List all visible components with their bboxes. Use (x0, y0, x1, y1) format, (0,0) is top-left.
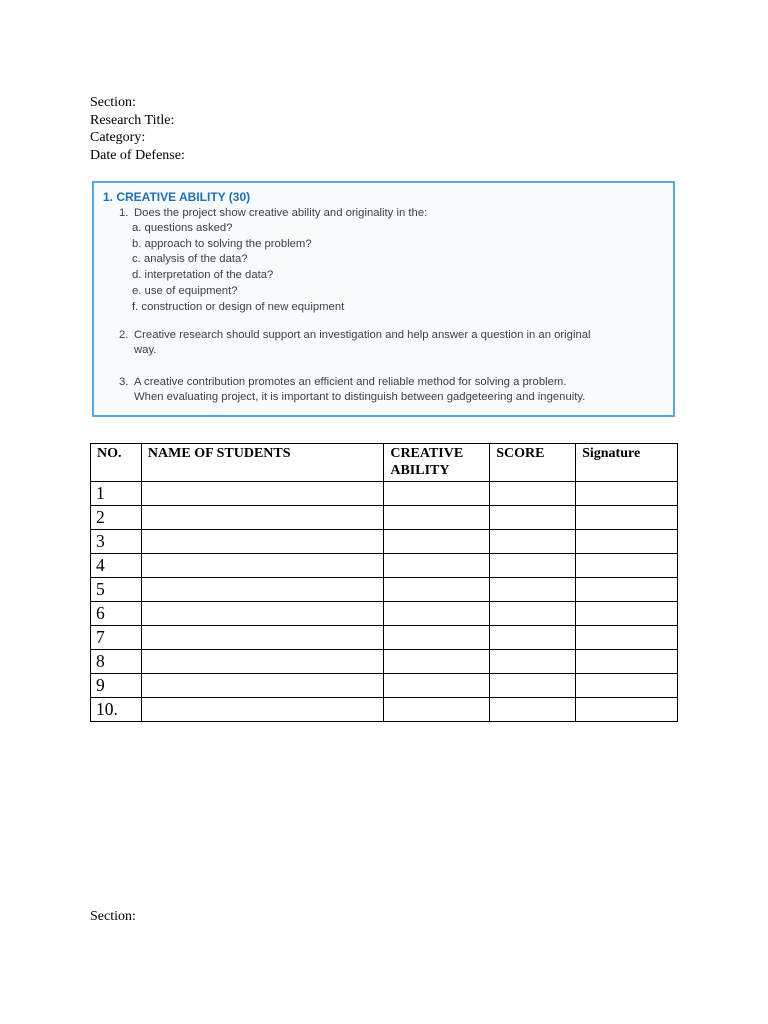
score-cell[interactable] (490, 578, 576, 602)
student-name-cell[interactable] (141, 698, 383, 722)
table-row (91, 698, 678, 722)
table-row (91, 482, 678, 506)
paragraph-2-line-1: Creative research should support an investigation and help answer a question in an original (134, 329, 591, 341)
score-cell[interactable] (490, 482, 576, 506)
table-row (91, 650, 678, 674)
criteria-sub-item: f. construction or design of new equipment (132, 300, 345, 313)
creative-ability-cell[interactable] (384, 698, 490, 722)
header-name-of-students: NAME OF STUDENTS (141, 444, 383, 482)
creative-ability-cell[interactable] (384, 530, 490, 554)
criteria-sub-item: b. approach to solving the problem? (132, 237, 312, 250)
signature-cell[interactable] (576, 602, 678, 626)
table-row (91, 554, 678, 578)
criteria-sub-list (132, 221, 344, 315)
header-fields (90, 94, 185, 164)
criteria-sub-item: c. analysis of the data? (132, 253, 248, 266)
criteria-box (92, 181, 675, 417)
score-cell[interactable] (490, 530, 576, 554)
table-row (91, 602, 678, 626)
score-cell[interactable] (490, 602, 576, 626)
signature-cell[interactable] (576, 554, 678, 578)
criteria-paragraph-3 (119, 375, 664, 405)
table-row (91, 674, 678, 698)
student-name-cell[interactable] (141, 650, 383, 674)
paragraph-3-number: 3. (119, 376, 129, 388)
creative-ability-cell[interactable] (384, 578, 490, 602)
research-title-label: Research Title: (90, 112, 175, 128)
score-cell[interactable] (490, 650, 576, 674)
question-1-text: Does the project show creative ability and originality in the: (134, 207, 428, 219)
score-cell[interactable] (490, 698, 576, 722)
student-name-cell[interactable] (141, 578, 383, 602)
paragraph-2-line-2: way. (134, 344, 157, 356)
student-name-cell[interactable] (141, 506, 383, 530)
row-number: 7 (91, 626, 142, 650)
criteria-sub-item: d. interpretation of the data? (132, 269, 274, 282)
signature-cell[interactable] (576, 698, 678, 722)
signature-cell[interactable] (576, 482, 678, 506)
student-name-cell[interactable] (141, 626, 383, 650)
table-row (91, 578, 678, 602)
header-no: NO. (91, 444, 142, 482)
creative-ability-cell[interactable] (384, 602, 490, 626)
question-1-number: 1. (119, 207, 129, 219)
signature-cell[interactable] (576, 578, 678, 602)
student-name-cell[interactable] (141, 602, 383, 626)
table-row (91, 626, 678, 650)
signature-cell[interactable] (576, 674, 678, 698)
signature-cell[interactable] (576, 530, 678, 554)
row-number: 5 (91, 578, 142, 602)
signature-cell[interactable] (576, 626, 678, 650)
creative-ability-cell[interactable] (384, 650, 490, 674)
creative-ability-cell[interactable] (384, 506, 490, 530)
creative-ability-cell[interactable] (384, 482, 490, 506)
criteria-question-1 (119, 207, 427, 219)
row-number: 8 (91, 650, 142, 674)
row-number: 4 (91, 554, 142, 578)
paragraph-2-number: 2. (119, 329, 129, 341)
criteria-paragraph-2 (119, 328, 659, 358)
date-of-defense-label: Date of Defense: (90, 147, 185, 163)
criteria-sub-item: a. questions asked? (132, 222, 233, 234)
header-creative-ability: CREATIVE ABILITY (384, 444, 490, 482)
header-signature: Signature (576, 444, 678, 482)
row-number: 6 (91, 602, 142, 626)
student-name-cell[interactable] (141, 554, 383, 578)
category-label: Category: (90, 130, 146, 145)
student-score-table (90, 443, 678, 722)
signature-cell[interactable] (576, 650, 678, 674)
table-header-row (91, 444, 678, 482)
row-number: 3 (91, 530, 142, 554)
row-number: 9 (91, 674, 142, 698)
signature-cell[interactable] (576, 506, 678, 530)
header-score: SCORE (490, 444, 576, 482)
paragraph-3-line-2: When evaluating project, it is important to distinguish between gadgeteering and ingenuity. (134, 391, 586, 403)
footer-section-label: Section: (90, 909, 136, 924)
criteria-title: 1. CREATIVE ABILITY (30) (103, 190, 251, 204)
table-row (91, 506, 678, 530)
student-name-cell[interactable] (141, 530, 383, 554)
paragraph-3-line-1: A creative contribution promotes an efficient and reliable method for solving a problem. (134, 376, 567, 388)
row-number: 2 (91, 506, 142, 530)
table-row (91, 530, 678, 554)
section-label: Section: (90, 95, 136, 110)
row-number: 10. (91, 698, 142, 722)
score-cell[interactable] (490, 506, 576, 530)
student-name-cell[interactable] (141, 482, 383, 506)
creative-ability-cell[interactable] (384, 674, 490, 698)
score-cell[interactable] (490, 626, 576, 650)
criteria-sub-item: e. use of equipment? (132, 284, 238, 297)
score-cell[interactable] (490, 554, 576, 578)
creative-ability-cell[interactable] (384, 554, 490, 578)
student-name-cell[interactable] (141, 674, 383, 698)
creative-ability-cell[interactable] (384, 626, 490, 650)
row-number: 1 (91, 482, 142, 506)
score-cell[interactable] (490, 674, 576, 698)
